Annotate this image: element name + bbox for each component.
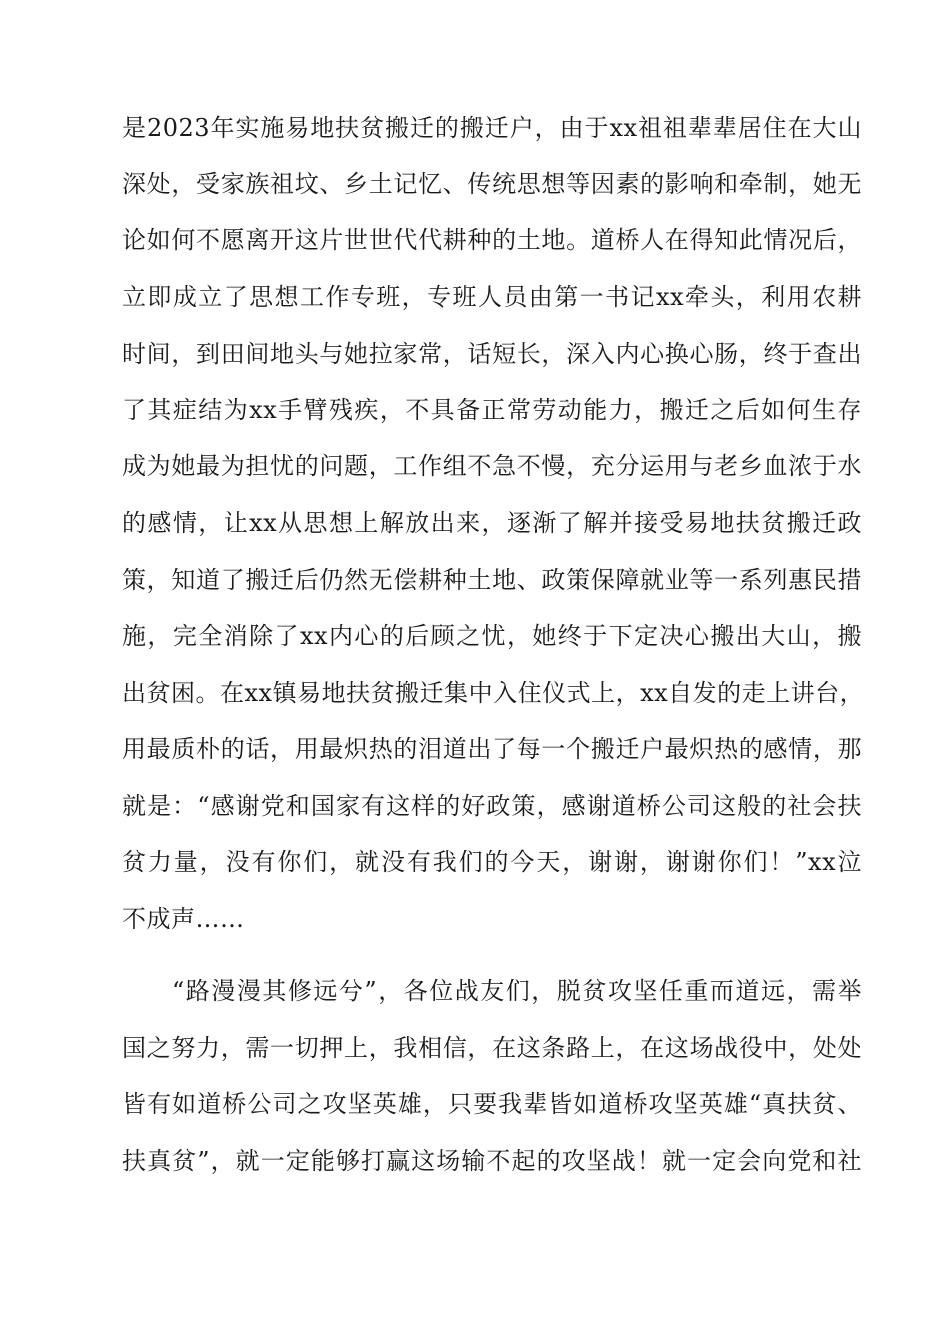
paragraph-line: 就是：“感谢党和国家有这样的好政策，感谢道桥公司这般的社会扶 bbox=[122, 792, 862, 820]
paragraph-line: 的感情，让xx从思想上解放出来，逐渐了解并接受易地扶贫搬迁政 bbox=[122, 509, 862, 537]
paragraph-line: 用最质朴的话，用最炽热的泪道出了每一个搬迁户最炽热的感情，那 bbox=[122, 735, 862, 763]
paragraph-line: 国之努力，需一切押上，我相信，在这条路上，在这场战役中，处处 bbox=[122, 1034, 862, 1062]
paragraph-line: 立即成立了思想工作专班，专班人员由第一书记xx牵头，利用农耕 bbox=[122, 283, 862, 311]
paragraph-line: 扶真贫”，就一定能够打赢这场输不起的攻坚战！就一定会向党和社 bbox=[122, 1147, 862, 1175]
paragraph-line: 贫力量，没有你们，就没有我们的今天，谢谢，谢谢你们！”xx泣 bbox=[122, 848, 862, 876]
paragraph-line: 深处，受家族祖坟、乡土记忆、传统思想等因素的影响和牵制，她无 bbox=[122, 170, 862, 198]
paragraph-line: 皆有如道桥公司之攻坚英雄，只要我辈皆如道桥攻坚英雄“真扶贫、 bbox=[122, 1090, 862, 1118]
paragraph-line: 时间，到田间地头与她拉家常，话短长，深入内心换心肠，终于查出 bbox=[122, 340, 862, 368]
paragraph-line: 不成声…… bbox=[122, 905, 245, 933]
paragraph-line: 论如何不愿离开这片世世代代耕种的土地。道桥人在得知此情况后， bbox=[122, 226, 862, 254]
paragraph-line: 出贫困。在xx镇易地扶贫搬迁集中入住仪式上，xx自发的走上讲台， bbox=[122, 679, 865, 707]
paragraph-line: “路漫漫其修远兮”，各位战友们，脱贫攻坚任重而道远，需举 bbox=[172, 977, 862, 1005]
paragraph-line: 成为她最为担忧的问题，工作组不急不慢，充分运用与老乡血浓于水 bbox=[122, 452, 862, 480]
paragraph-line: 策，知道了搬迁后仍然无偿耕种土地、政策保障就业等一系列惠民措 bbox=[122, 566, 862, 594]
paragraph-line: 了其症结为xx手臂残疾，不具备正常劳动能力，搬迁之后如何生存 bbox=[122, 396, 862, 424]
paragraph-line: 施，完全消除了xx内心的后顾之忧，她终于下定决心搬出大山，搬 bbox=[122, 622, 862, 650]
paragraph-line: 是2023年实施易地扶贫搬迁的搬迁户，由于xx祖祖辈辈居住在大山 bbox=[122, 114, 862, 142]
